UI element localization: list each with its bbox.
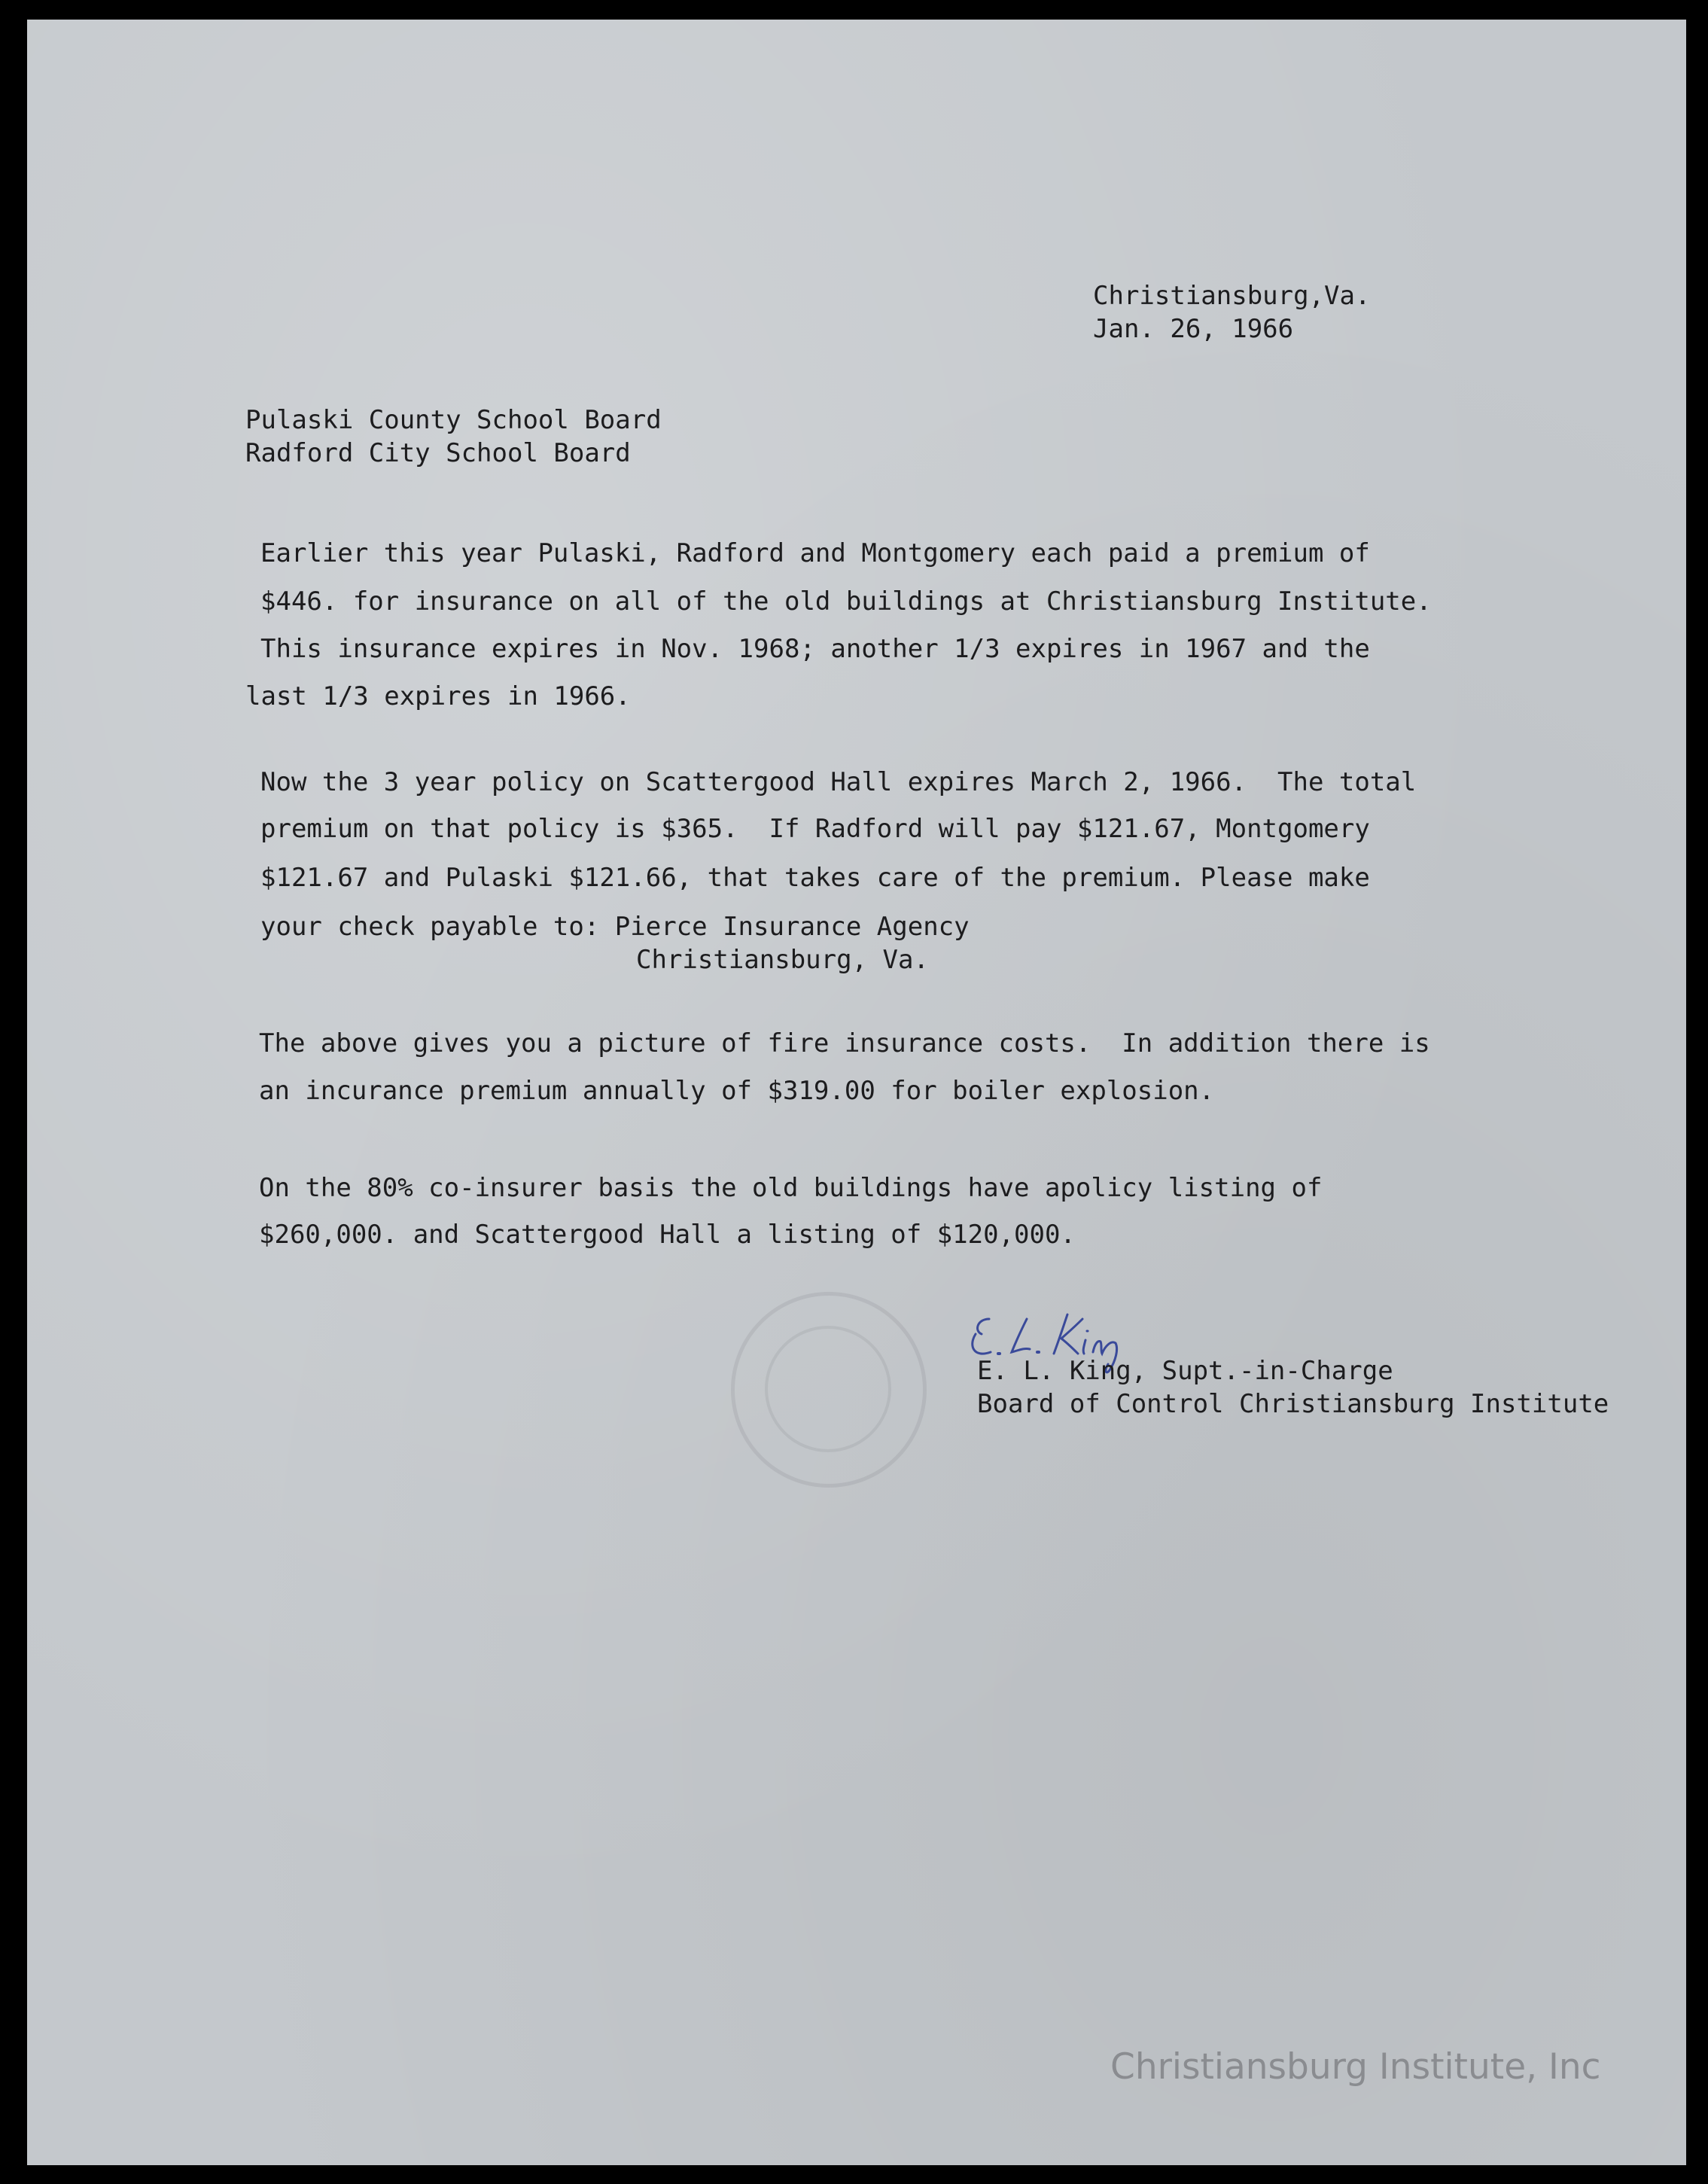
paragraph-2-line-3: $121.67 and Pulaski $121.66, that takes care of the premium. Please make <box>260 863 1370 893</box>
paragraph-4-line-2: $260,000. and Scattergood Hall a listing of $120,000. <box>259 1220 1076 1250</box>
letter-page <box>27 20 1686 2165</box>
watermark-text: Christiansburg Institute, Inc <box>1110 2046 1601 2088</box>
signer-name-title: E. L. King, Supt.-in-Charge <box>977 1356 1393 1386</box>
paragraph-3-line-1: The above gives you a picture of fire insurance costs. In addition there is <box>259 1028 1430 1058</box>
paragraph-3-line-2: an incurance premium annually of $319.00 for boiler explosion. <box>259 1076 1215 1106</box>
faded-seal-stamp <box>731 1292 927 1488</box>
paragraph-1-line-2: $446. for insurance on all of the old buildings at Christiansburg Institute. <box>260 586 1432 617</box>
recipient-line-1: Pulaski County School Board <box>245 405 662 435</box>
paragraph-2-line-4: your check payable to: Pierce Insurance Agency <box>260 912 970 942</box>
recipient-line-2: Radford City School Board <box>245 438 631 468</box>
signer-organization: Board of Control Christiansburg Institute <box>977 1389 1609 1419</box>
paragraph-1-line-4: last 1/3 expires in 1966. <box>245 681 631 711</box>
letter-place: Christiansburg,Va. <box>1093 281 1371 311</box>
paragraph-1-line-3: This insurance expires in Nov. 1968; another 1/3 expires in 1967 and the <box>260 634 1370 664</box>
paragraph-2-line-1: Now the 3 year policy on Scattergood Hall expires March 2, 1966. The total <box>260 767 1417 797</box>
faded-seal-inner-ring <box>765 1326 891 1452</box>
paragraph-1-line-1: Earlier this year Pulaski, Radford and Montgomery each paid a premium of <box>260 538 1370 568</box>
paragraph-4-line-1: On the 80% co-insurer basis the old buildings have apolicy listing of <box>259 1173 1323 1203</box>
paragraph-2-line-5: Christiansburg, Va. <box>636 945 929 975</box>
paragraph-2-line-2: premium on that policy is $365. If Radford will pay $121.67, Montgomery <box>260 814 1370 844</box>
letter-date: Jan. 26, 1966 <box>1093 314 1294 344</box>
